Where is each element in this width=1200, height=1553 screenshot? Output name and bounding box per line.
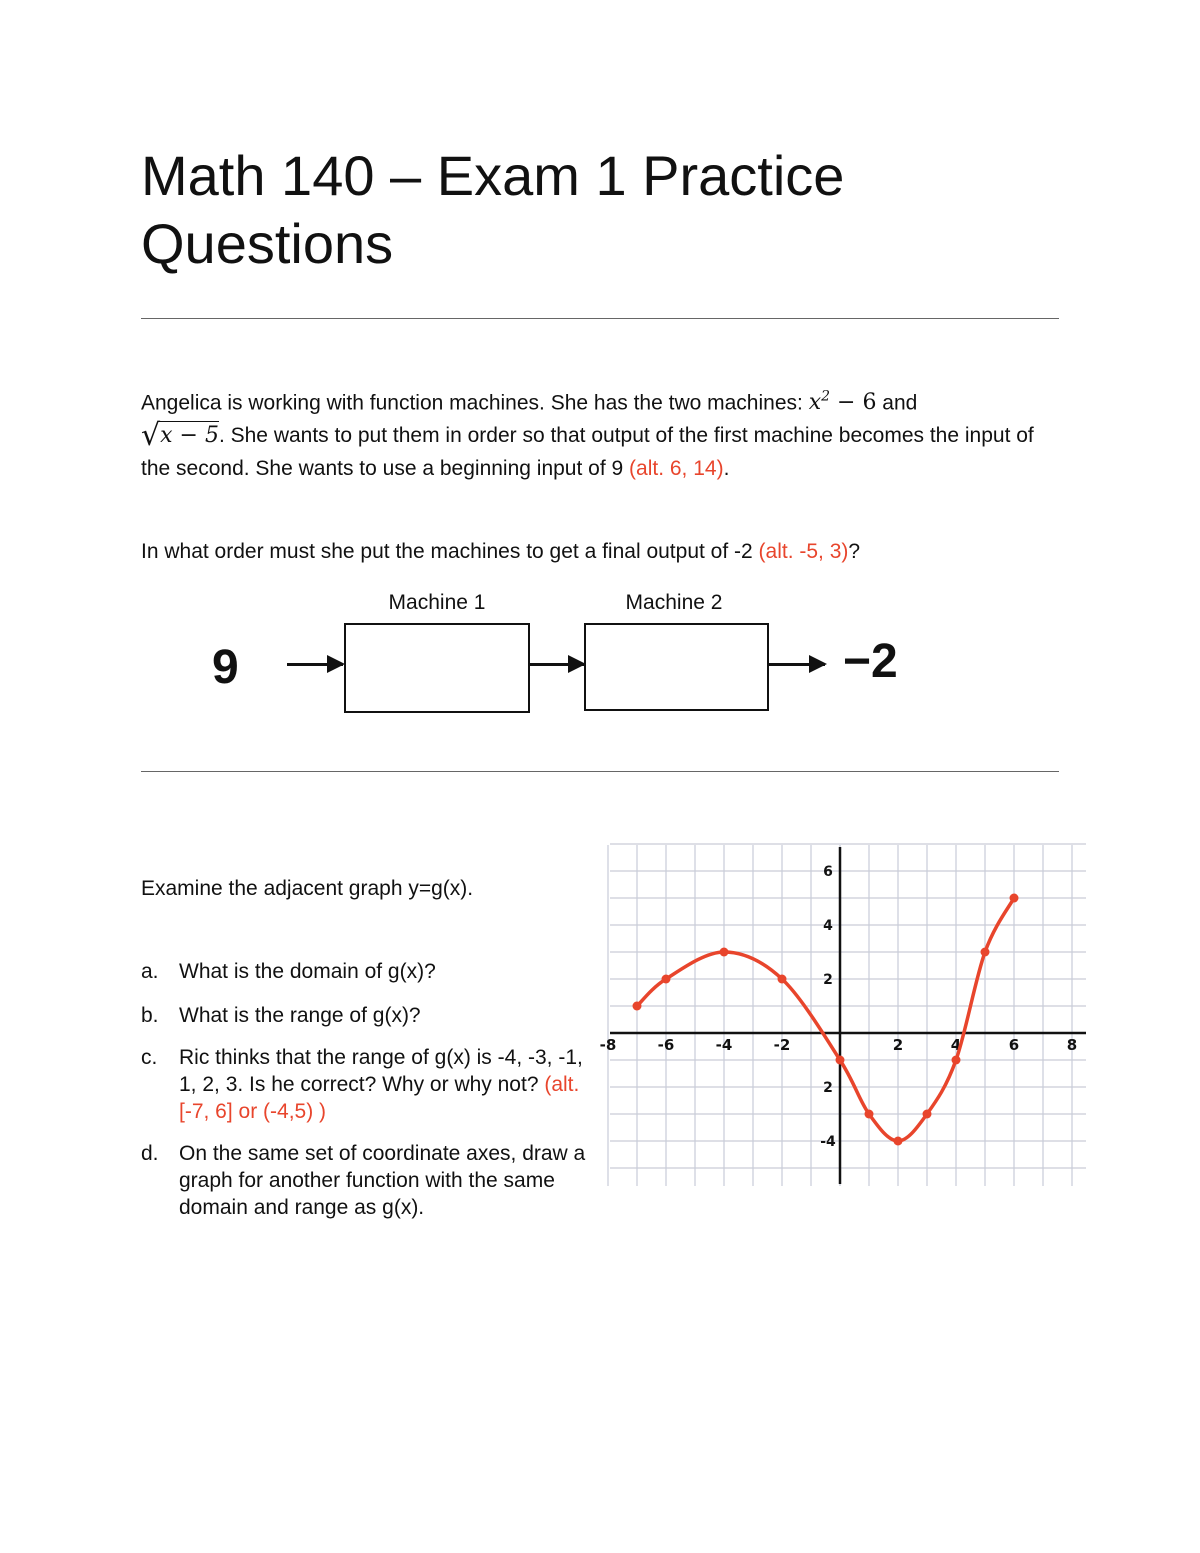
y-tick-label: 4 — [823, 918, 833, 934]
data-point — [865, 1110, 874, 1119]
machine2-box — [584, 623, 769, 711]
section-divider — [141, 771, 1059, 772]
machine2-label: Machine 2 — [625, 591, 723, 614]
list-item: a. What is the domain of g(x)? — [141, 960, 436, 983]
x-tick-label: 8 — [1066, 1036, 1078, 1054]
x-tick-label: -4 — [715, 1036, 733, 1054]
problem1-intro: Angelica is working with function machines. She has the two machines: $x^2 - 6$ and √x − 5. She wants to put them in order so that output of the first machine becomes the input of the second. She wants to use a beginning input of 9 (alt. 6, 14). — [141, 389, 1034, 481]
arrow-right-icon — [528, 663, 584, 666]
sqrt-icon: √ — [141, 418, 161, 454]
machine1-box — [344, 623, 530, 713]
data-point — [923, 1110, 932, 1119]
data-point — [952, 1056, 961, 1065]
function-graph — [599, 843, 1088, 1188]
data-point — [981, 948, 990, 957]
data-point — [662, 975, 671, 984]
machine-a-formula: $x^2 - 6$ — [808, 389, 877, 416]
y-tick-label: -4 — [820, 1134, 836, 1150]
page-title: Math 140 – Exam 1 Practice Questions — [141, 144, 845, 275]
diagram-output: −2 — [843, 635, 898, 688]
data-point — [1010, 894, 1019, 903]
series-line — [637, 898, 1014, 1141]
y-tick-label: 2 — [823, 972, 833, 988]
arrow-right-icon — [767, 663, 825, 666]
y-tick-label: 6 — [823, 864, 833, 880]
list-item: c. Ric thinks that the range of g(x) is -4, -3, -1, 1, 2, 3. Is he correct? Why or why not? (alt. [-7, 6] or (-4,5) ) — [141, 1046, 583, 1123]
diagram-input: 9 — [212, 641, 239, 694]
machine1-label: Machine 1 — [388, 591, 486, 614]
x-tick-label: 6 — [1008, 1036, 1020, 1054]
problem2-intro: Examine the adjacent graph y=g(x). — [141, 877, 474, 900]
data-point — [836, 1056, 845, 1065]
data-point — [778, 975, 787, 984]
x-tick-label: 2 — [892, 1036, 904, 1054]
x-tick-label: -6 — [657, 1036, 675, 1054]
data-point — [720, 948, 729, 957]
problem1-question: In what order must she put the machines to get a final output of -2 (alt. -5, 3)? — [141, 540, 861, 563]
x-tick-label: -8 — [599, 1036, 617, 1054]
list-item: b. What is the range of g(x)? — [141, 1004, 421, 1027]
data-point — [633, 1002, 642, 1011]
machine-b-formula: √x − 5 — [141, 418, 219, 454]
arrow-right-icon — [287, 663, 343, 666]
x-tick-label: -2 — [773, 1036, 791, 1054]
list-item: d. On the same set of coordinate axes, draw a graph for another function with the same domain and range as g(x). — [141, 1142, 586, 1219]
x-tick-label: 4 — [950, 1036, 962, 1054]
section-divider — [141, 318, 1059, 319]
question-list — [141, 958, 591, 1221]
data-point — [894, 1137, 903, 1146]
y-tick-label: 2 — [823, 1080, 833, 1096]
